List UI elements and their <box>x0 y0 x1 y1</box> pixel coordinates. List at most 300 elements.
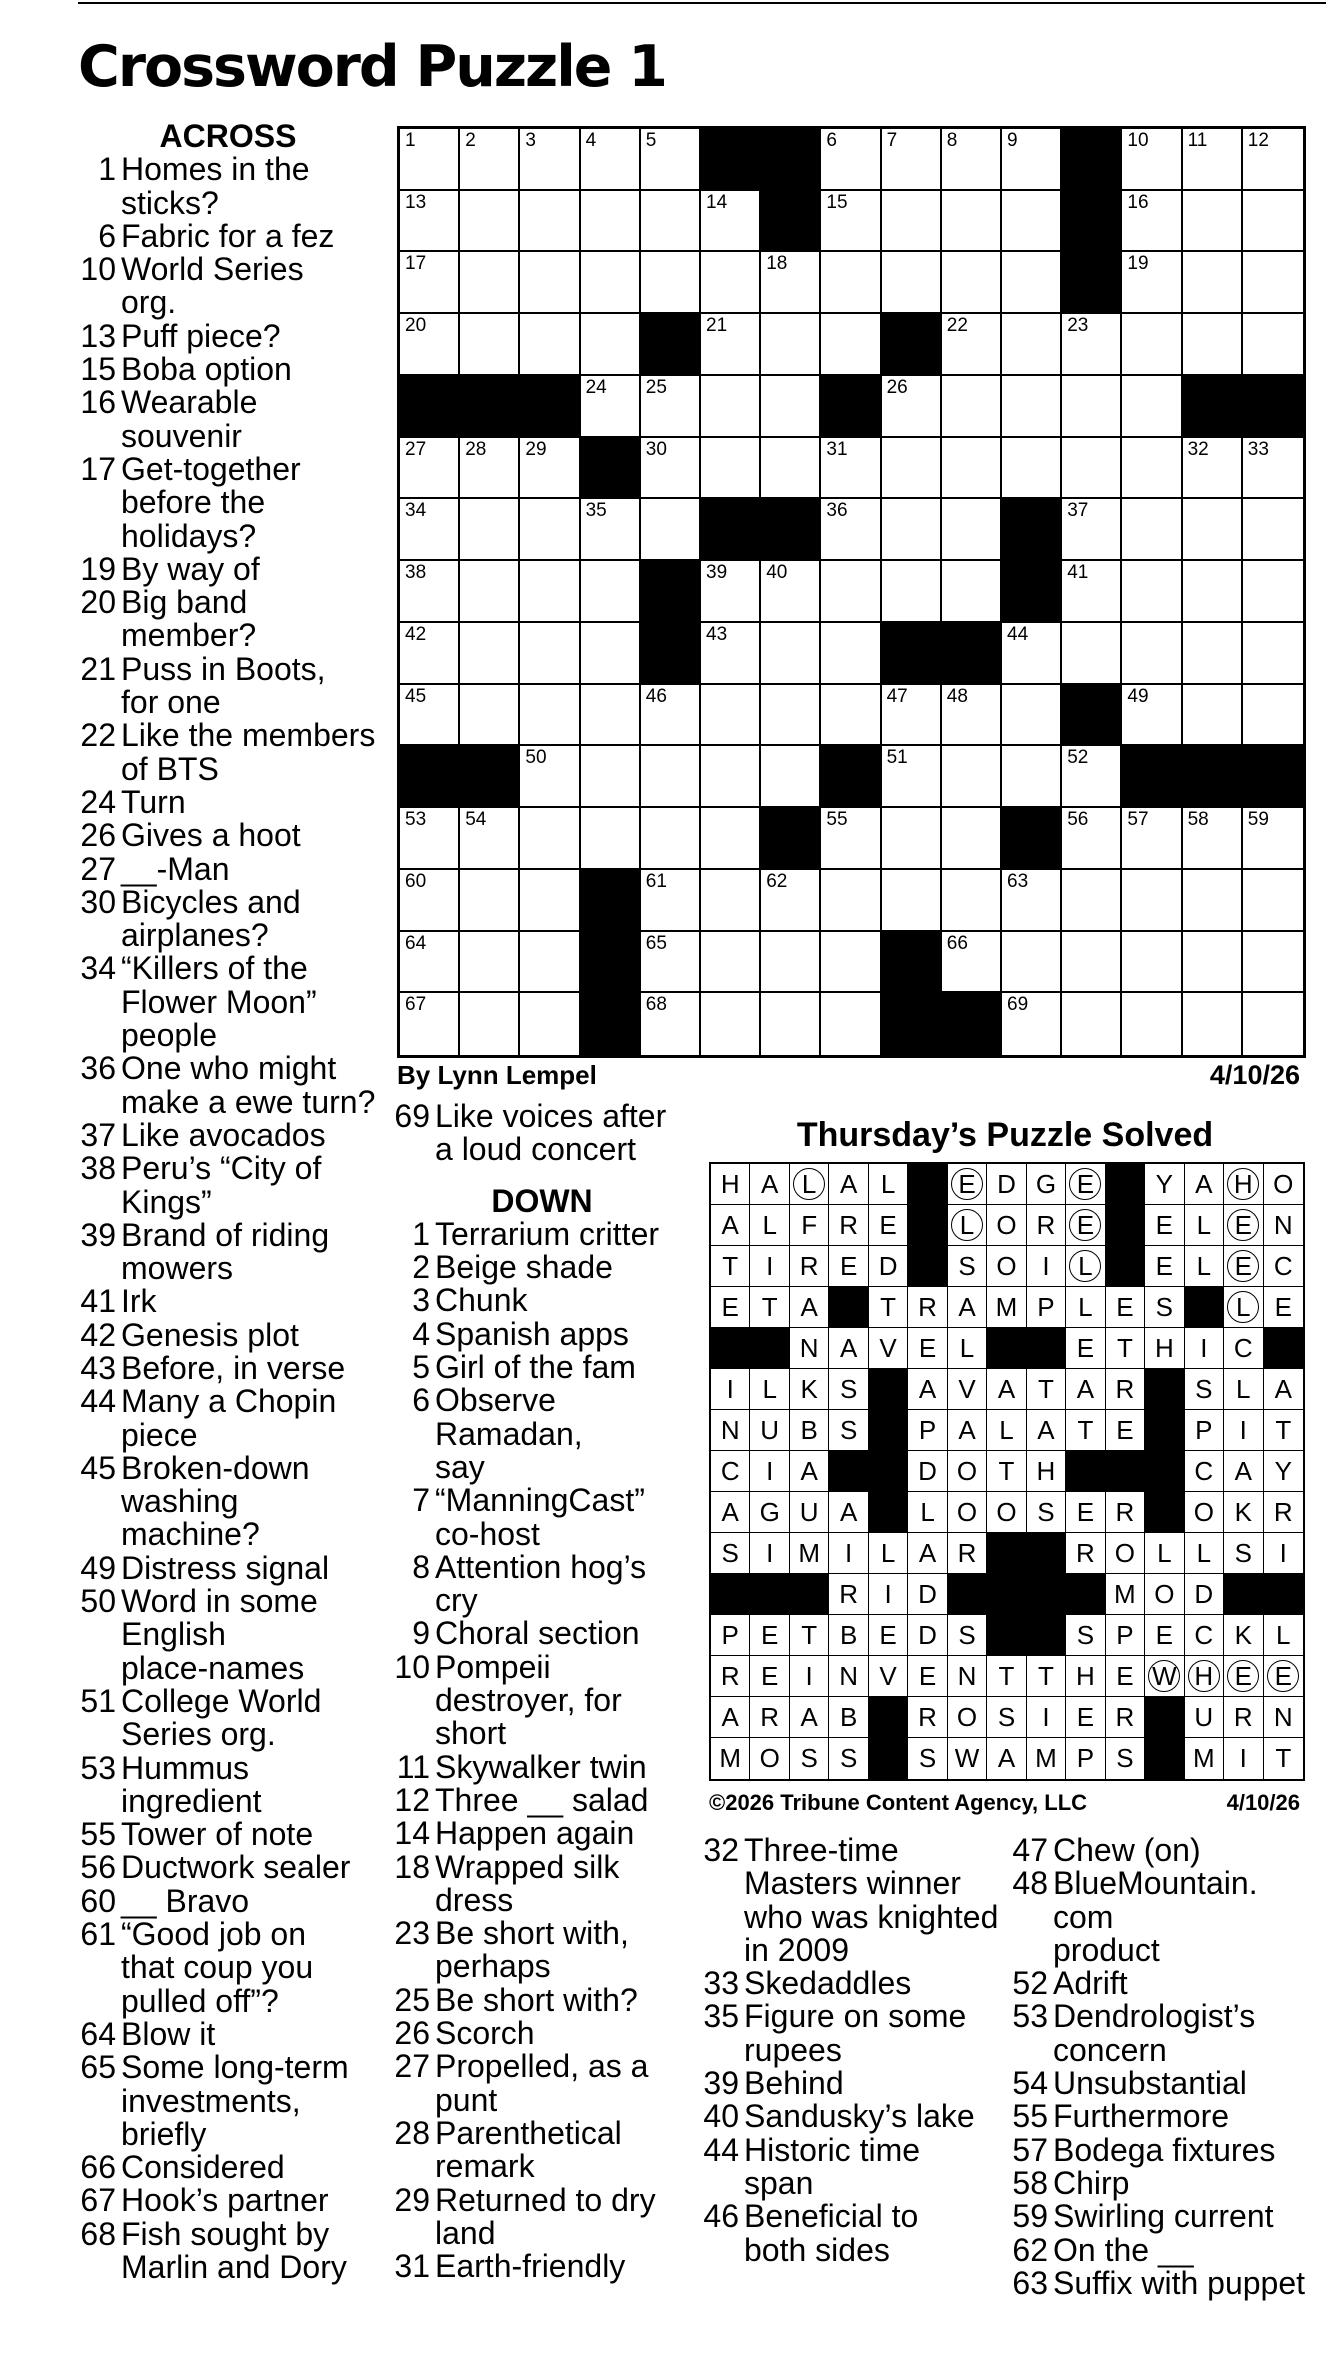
clue-text: Hummus ingredient <box>121 1749 262 1819</box>
grid-cell[interactable] <box>520 252 580 314</box>
down-clue-52 <box>1010 1967 1310 2000</box>
grid-cell[interactable] <box>821 808 881 870</box>
grid-cell[interactable] <box>400 129 460 191</box>
grid-cell[interactable] <box>1002 932 1062 994</box>
grid-cell[interactable] <box>1243 685 1303 747</box>
down-clue-32 <box>701 1834 1001 1967</box>
solution-letter <box>948 1246 987 1287</box>
grid-cell[interactable] <box>821 252 881 314</box>
solution-letter <box>1027 1246 1066 1287</box>
grid-block <box>882 623 942 685</box>
grid-cell[interactable] <box>641 499 701 561</box>
grid-cell[interactable] <box>581 499 641 561</box>
grid-cell[interactable] <box>400 685 460 747</box>
solution-letter-text: P <box>1116 1620 1134 1650</box>
grid-cell[interactable] <box>882 438 942 500</box>
clue-text: Ductwork sealer <box>121 1849 351 1886</box>
grid-cell[interactable] <box>1122 561 1182 623</box>
grid-cell[interactable] <box>1062 808 1122 870</box>
grid-cell[interactable] <box>821 932 881 994</box>
grid-cell[interactable] <box>1122 252 1182 314</box>
grid-cell[interactable] <box>1122 623 1182 685</box>
solution-letter <box>790 1205 829 1246</box>
solution-letter-text: O <box>1154 1579 1175 1609</box>
solution-block <box>1106 1205 1145 1246</box>
grid-cell[interactable] <box>1183 870 1243 932</box>
grid-block <box>641 561 701 623</box>
grid-cell[interactable] <box>460 314 520 376</box>
grid-cell[interactable] <box>942 746 1002 808</box>
solution-letter <box>1027 1492 1066 1533</box>
grid-cell[interactable] <box>1122 993 1182 1055</box>
solution-letter <box>1224 1205 1263 1246</box>
grid-cell[interactable] <box>641 993 701 1055</box>
solution-letter <box>869 1246 908 1287</box>
clue-text: Three-time Masters winner who was knighted in 2009 <box>744 1832 999 1968</box>
solution-block <box>908 1246 947 1287</box>
clue-text: Behind <box>744 2065 844 2102</box>
clue-text: Choral section <box>435 1615 640 1652</box>
grid-cell[interactable] <box>701 561 761 623</box>
grid-cell[interactable] <box>761 376 821 438</box>
grid-cell[interactable] <box>701 746 761 808</box>
clue-text: Happen again <box>435 1815 635 1852</box>
cell-number: 52 <box>1067 747 1089 769</box>
grid-cell[interactable] <box>701 623 761 685</box>
clue-text: Peru’s “City of Kings” <box>121 1150 322 1220</box>
grid-cell[interactable] <box>641 870 701 932</box>
solution-block <box>987 1574 1026 1615</box>
grid-cell[interactable] <box>882 561 942 623</box>
solution-letter <box>1264 1738 1303 1779</box>
solution-letter <box>1185 1533 1224 1574</box>
solution-letter-text: E <box>1076 1210 1095 1240</box>
grid-cell[interactable] <box>520 685 580 747</box>
grid-cell[interactable] <box>1062 993 1122 1055</box>
solution-letter <box>1027 1164 1066 1205</box>
grid-cell[interactable] <box>1122 870 1182 932</box>
grid-cell[interactable] <box>1122 438 1182 500</box>
solution-letter-text: V <box>879 1661 897 1691</box>
grid-cell[interactable] <box>400 438 460 500</box>
grid-cell[interactable] <box>460 438 520 500</box>
solution-letter-text: R <box>839 1210 858 1240</box>
clue-number: 39 <box>80 1216 116 1253</box>
grid-cell[interactable] <box>400 561 460 623</box>
grid-cell[interactable] <box>460 561 520 623</box>
grid-cell[interactable] <box>942 438 1002 500</box>
solution-letter-text: E <box>1274 1292 1292 1322</box>
solution-letter <box>987 1492 1026 1533</box>
grid-cell[interactable] <box>1002 252 1062 314</box>
grid-cell[interactable] <box>821 870 881 932</box>
across-clue-30 <box>78 883 378 954</box>
grid-cell[interactable] <box>581 685 641 747</box>
solution-letter-text: O <box>956 1702 978 1732</box>
solution-block <box>1027 1615 1066 1656</box>
grid-cell[interactable] <box>460 252 520 314</box>
solution-letter-text: E <box>1076 1333 1095 1363</box>
grid-cell[interactable] <box>1002 685 1062 747</box>
grid-cell[interactable] <box>701 993 761 1055</box>
grid-cell[interactable] <box>1002 870 1062 932</box>
grid-block <box>581 932 641 994</box>
grid-cell[interactable] <box>520 314 580 376</box>
grid-cell[interactable] <box>942 191 1002 253</box>
grid-cell[interactable] <box>400 252 460 314</box>
grid-cell[interactable] <box>581 561 641 623</box>
solution-letter-text: H <box>720 1169 740 1199</box>
grid-cell[interactable] <box>581 252 641 314</box>
grid-cell[interactable] <box>1122 314 1182 376</box>
grid-cell[interactable] <box>942 252 1002 314</box>
solution-letter-text: W <box>954 1743 980 1773</box>
grid-cell[interactable] <box>761 870 821 932</box>
solution-letter <box>829 1533 868 1574</box>
cell-number: 17 <box>405 253 427 275</box>
grid-cell[interactable] <box>1243 808 1303 870</box>
cell-number: 4 <box>585 130 597 151</box>
grid-cell[interactable] <box>761 746 821 808</box>
grid-cell[interactable] <box>400 808 460 870</box>
grid-cell[interactable] <box>1183 993 1243 1055</box>
grid-cell[interactable] <box>1243 191 1303 253</box>
grid-cell[interactable] <box>400 191 460 253</box>
solution-letter <box>869 1574 908 1615</box>
grid-cell[interactable] <box>520 870 580 932</box>
grid-cell[interactable] <box>520 191 580 253</box>
grid-cell[interactable] <box>1183 438 1243 500</box>
grid-cell[interactable] <box>641 746 701 808</box>
solution-letter <box>1066 1328 1105 1369</box>
grid-cell[interactable] <box>942 685 1002 747</box>
clue-text: Adrift <box>1053 1965 1128 2002</box>
grid-cell[interactable] <box>761 561 821 623</box>
grid-cell[interactable] <box>882 808 942 870</box>
clue-text: Some long-term investments, briefly <box>121 2049 349 2152</box>
grid-cell[interactable] <box>761 252 821 314</box>
grid-cell[interactable] <box>1062 932 1122 994</box>
grid-cell[interactable] <box>581 314 641 376</box>
solution-letter-text: I <box>1042 1702 1050 1732</box>
grid-cell[interactable] <box>942 129 1002 191</box>
grid-cell[interactable] <box>1243 129 1303 191</box>
grid-cell[interactable] <box>1243 623 1303 685</box>
solution-letter-text: C <box>1273 1251 1293 1281</box>
solution-letter-text: O <box>996 1251 1017 1281</box>
grid-cell[interactable] <box>1002 438 1062 500</box>
grid-cell[interactable] <box>520 499 580 561</box>
down-clue-55 <box>1010 2100 1310 2133</box>
grid-cell[interactable] <box>942 314 1002 376</box>
clue-number: 6 <box>412 1382 430 1419</box>
grid-cell[interactable] <box>942 870 1002 932</box>
across-clue-27 <box>78 850 378 887</box>
solution-block <box>908 1205 947 1246</box>
grid-cell[interactable] <box>641 376 701 438</box>
solution-letter <box>987 1697 1026 1738</box>
down-clue-44 <box>701 2131 1001 2201</box>
grid-cell[interactable] <box>821 438 881 500</box>
grid-cell[interactable] <box>882 685 942 747</box>
solution-letter <box>908 1287 947 1328</box>
across-clue-56 <box>78 1851 378 1884</box>
grid-cell[interactable] <box>882 191 942 253</box>
solution-letter <box>711 1615 750 1656</box>
grid-cell[interactable] <box>761 685 821 747</box>
grid-cell[interactable] <box>882 376 942 438</box>
grid-cell[interactable] <box>460 932 520 994</box>
clue-text: Chew (on) <box>1053 1832 1201 1868</box>
grid-cell[interactable] <box>520 438 580 500</box>
solution-letter-text: B <box>839 1620 858 1650</box>
grid-cell[interactable] <box>400 993 460 1055</box>
solution-letter-text: I <box>884 1579 892 1609</box>
grid-cell[interactable] <box>1122 808 1182 870</box>
grid-cell[interactable] <box>701 191 761 253</box>
clue-text: Puss in Boots, for one <box>121 650 326 721</box>
grid-cell[interactable] <box>400 499 460 561</box>
grid-cell[interactable] <box>1183 314 1243 376</box>
grid-cell[interactable] <box>1002 191 1062 253</box>
grid-cell[interactable] <box>761 314 821 376</box>
solution-letter-text: O <box>759 1743 780 1773</box>
grid-cell[interactable] <box>701 685 761 747</box>
grid-cell[interactable] <box>821 623 881 685</box>
grid-cell[interactable] <box>1122 191 1182 253</box>
cell-number: 48 <box>946 685 968 707</box>
across-clue-16 <box>78 386 378 453</box>
solution-letter <box>1185 1410 1224 1451</box>
grid-cell[interactable] <box>1002 746 1062 808</box>
solution-letter <box>829 1615 868 1656</box>
grid-cell[interactable] <box>641 191 701 253</box>
grid-cell[interactable] <box>400 870 460 932</box>
across-clue-69 <box>392 1100 692 1167</box>
solution-letter-text: E <box>761 1661 779 1691</box>
grid-cell[interactable] <box>1062 561 1122 623</box>
grid-cell[interactable] <box>1183 252 1243 314</box>
clue-number: 10 <box>394 1648 430 1685</box>
grid-cell[interactable] <box>460 191 520 253</box>
grid-cell[interactable] <box>1183 685 1243 747</box>
grid-cell[interactable] <box>400 932 460 994</box>
grid-cell[interactable] <box>1122 685 1182 747</box>
grid-cell[interactable] <box>821 993 881 1055</box>
across-clue-42 <box>78 1316 378 1353</box>
clue-text: Like voices after a loud concert <box>435 1098 667 1168</box>
grid-cell[interactable] <box>581 808 641 870</box>
down-clue-39 <box>701 2067 1001 2100</box>
grid-cell[interactable] <box>1183 499 1243 561</box>
solution-letter <box>948 1697 987 1738</box>
grid-cell[interactable] <box>1062 376 1122 438</box>
cell-number: 18 <box>766 253 788 275</box>
grid-cell[interactable] <box>1183 623 1243 685</box>
solution-letter-text: N <box>720 1415 740 1445</box>
grid-cell[interactable] <box>520 932 580 994</box>
clue-number: 14 <box>394 1815 430 1852</box>
solution-block <box>1264 1328 1303 1369</box>
grid-cell[interactable] <box>581 623 641 685</box>
solution-letter-text: I <box>766 1456 774 1486</box>
grid-cell[interactable] <box>1183 932 1243 994</box>
clue-number: 26 <box>80 817 116 854</box>
solution-letter-text: T <box>998 1456 1015 1486</box>
solution-letter-text: A <box>721 1497 739 1527</box>
grid-cell[interactable] <box>942 499 1002 561</box>
solution-block <box>711 1328 750 1369</box>
grid-cell[interactable] <box>1243 438 1303 500</box>
clue-text: Suffix with puppet <box>1053 2264 1306 2301</box>
grid-cell[interactable] <box>460 685 520 747</box>
grid-cell[interactable] <box>1243 932 1303 994</box>
grid-cell[interactable] <box>641 129 701 191</box>
grid-cell[interactable] <box>701 808 761 870</box>
grid-cell[interactable] <box>1002 129 1062 191</box>
grid-cell[interactable] <box>460 499 520 561</box>
solution-letter <box>1145 1574 1184 1615</box>
grid-cell[interactable] <box>882 129 942 191</box>
grid-cell[interactable] <box>761 623 821 685</box>
solution-letter-text: H <box>1036 1456 1056 1486</box>
grid-cell[interactable] <box>520 129 580 191</box>
solution-letter <box>869 1656 908 1697</box>
grid-cell[interactable] <box>701 870 761 932</box>
grid-cell[interactable] <box>882 870 942 932</box>
grid-cell[interactable] <box>641 685 701 747</box>
grid-cell[interactable] <box>882 499 942 561</box>
circle-mark <box>1188 1660 1220 1692</box>
grid-block <box>942 623 1002 685</box>
across-clue-36 <box>78 1052 378 1119</box>
grid-cell[interactable] <box>701 932 761 994</box>
solution-letter <box>987 1246 1026 1287</box>
grid-cell[interactable] <box>641 438 701 500</box>
grid-cell[interactable] <box>581 129 641 191</box>
grid-cell[interactable] <box>701 314 761 376</box>
grid-cell[interactable] <box>1062 438 1122 500</box>
clue-number: 43 <box>80 1349 116 1386</box>
grid-cell[interactable] <box>1002 993 1062 1055</box>
grid-cell[interactable] <box>460 808 520 870</box>
grid-cell[interactable] <box>1243 561 1303 623</box>
down-clue-62 <box>1010 2231 1310 2268</box>
grid-cell[interactable] <box>460 623 520 685</box>
grid-block <box>882 314 942 376</box>
grid-cell[interactable] <box>1183 808 1243 870</box>
grid-cell[interactable] <box>1183 129 1243 191</box>
grid-cell[interactable] <box>821 685 881 747</box>
solution-letter-text: E <box>1234 1661 1252 1691</box>
grid-cell[interactable] <box>882 746 942 808</box>
grid-cell[interactable] <box>641 932 701 994</box>
grid-cell[interactable] <box>1122 376 1182 438</box>
grid-cell[interactable] <box>1243 993 1303 1055</box>
grid-cell[interactable] <box>882 252 942 314</box>
grid-cell[interactable] <box>460 129 520 191</box>
grid-cell[interactable] <box>581 191 641 253</box>
grid-cell[interactable] <box>1002 376 1062 438</box>
grid-cell[interactable] <box>1122 499 1182 561</box>
grid-cell[interactable] <box>641 808 701 870</box>
grid-cell[interactable] <box>1062 870 1122 932</box>
grid-cell[interactable] <box>1062 623 1122 685</box>
solution-letter <box>790 1533 829 1574</box>
solution-letter <box>829 1410 868 1451</box>
grid-cell[interactable] <box>701 376 761 438</box>
grid-cell[interactable] <box>1243 499 1303 561</box>
grid-cell[interactable] <box>821 129 881 191</box>
grid-cell[interactable] <box>400 314 460 376</box>
grid-cell[interactable] <box>520 561 580 623</box>
grid-cell[interactable] <box>1243 252 1303 314</box>
across-clue-21 <box>78 650 378 721</box>
solution-letter-text: T <box>1275 1743 1292 1773</box>
cell-number: 16 <box>1127 191 1149 213</box>
clue-text: Sandusky’s lake <box>744 2098 975 2135</box>
solution-letter-text: R <box>1115 1497 1135 1527</box>
across-clue-22 <box>78 719 378 786</box>
solution-letter <box>750 1656 789 1697</box>
grid-cell[interactable] <box>761 932 821 994</box>
grid-cell[interactable] <box>581 376 641 438</box>
grid-cell[interactable] <box>1243 870 1303 932</box>
clue-text: Three __ salad <box>435 1781 649 1818</box>
grid-cell[interactable] <box>1183 561 1243 623</box>
grid-cell[interactable] <box>942 561 1002 623</box>
grid-cell[interactable] <box>1122 932 1182 994</box>
grid-cell[interactable] <box>821 561 881 623</box>
grid-cell[interactable] <box>701 438 761 500</box>
grid-cell[interactable] <box>460 993 520 1055</box>
across-clue-15 <box>78 353 378 386</box>
grid-cell[interactable] <box>520 746 580 808</box>
grid-cell[interactable] <box>821 314 881 376</box>
grid-cell[interactable] <box>641 252 701 314</box>
solution-letter-text: Y <box>1274 1456 1292 1486</box>
grid-cell[interactable] <box>400 623 460 685</box>
grid-cell[interactable] <box>942 376 1002 438</box>
grid-cell[interactable] <box>942 932 1002 994</box>
grid-cell[interactable] <box>520 808 580 870</box>
cell-number: 51 <box>886 747 908 769</box>
grid-cell[interactable] <box>1002 314 1062 376</box>
grid-cell[interactable] <box>701 252 761 314</box>
down-clue-33 <box>701 1967 1001 2000</box>
grid-cell[interactable] <box>1062 746 1122 808</box>
grid-cell[interactable] <box>821 499 881 561</box>
grid-cell[interactable] <box>1122 129 1182 191</box>
grid-cell[interactable] <box>1002 623 1062 685</box>
grid-cell[interactable] <box>1243 314 1303 376</box>
grid-cell[interactable] <box>581 746 641 808</box>
solution-letter-text: G <box>1035 1169 1057 1199</box>
grid-cell[interactable] <box>821 191 881 253</box>
grid-cell[interactable] <box>1062 499 1122 561</box>
down-clue-9 <box>392 1617 692 1650</box>
grid-cell[interactable] <box>520 623 580 685</box>
cell-number: 55 <box>826 809 848 831</box>
grid-cell[interactable] <box>1183 191 1243 253</box>
grid-cell[interactable] <box>761 438 821 500</box>
grid-cell[interactable] <box>761 993 821 1055</box>
grid-cell[interactable] <box>942 808 1002 870</box>
grid-cell[interactable] <box>460 870 520 932</box>
cell-number: 62 <box>766 870 788 892</box>
grid-cell[interactable] <box>520 993 580 1055</box>
grid-cell[interactable] <box>1062 314 1122 376</box>
